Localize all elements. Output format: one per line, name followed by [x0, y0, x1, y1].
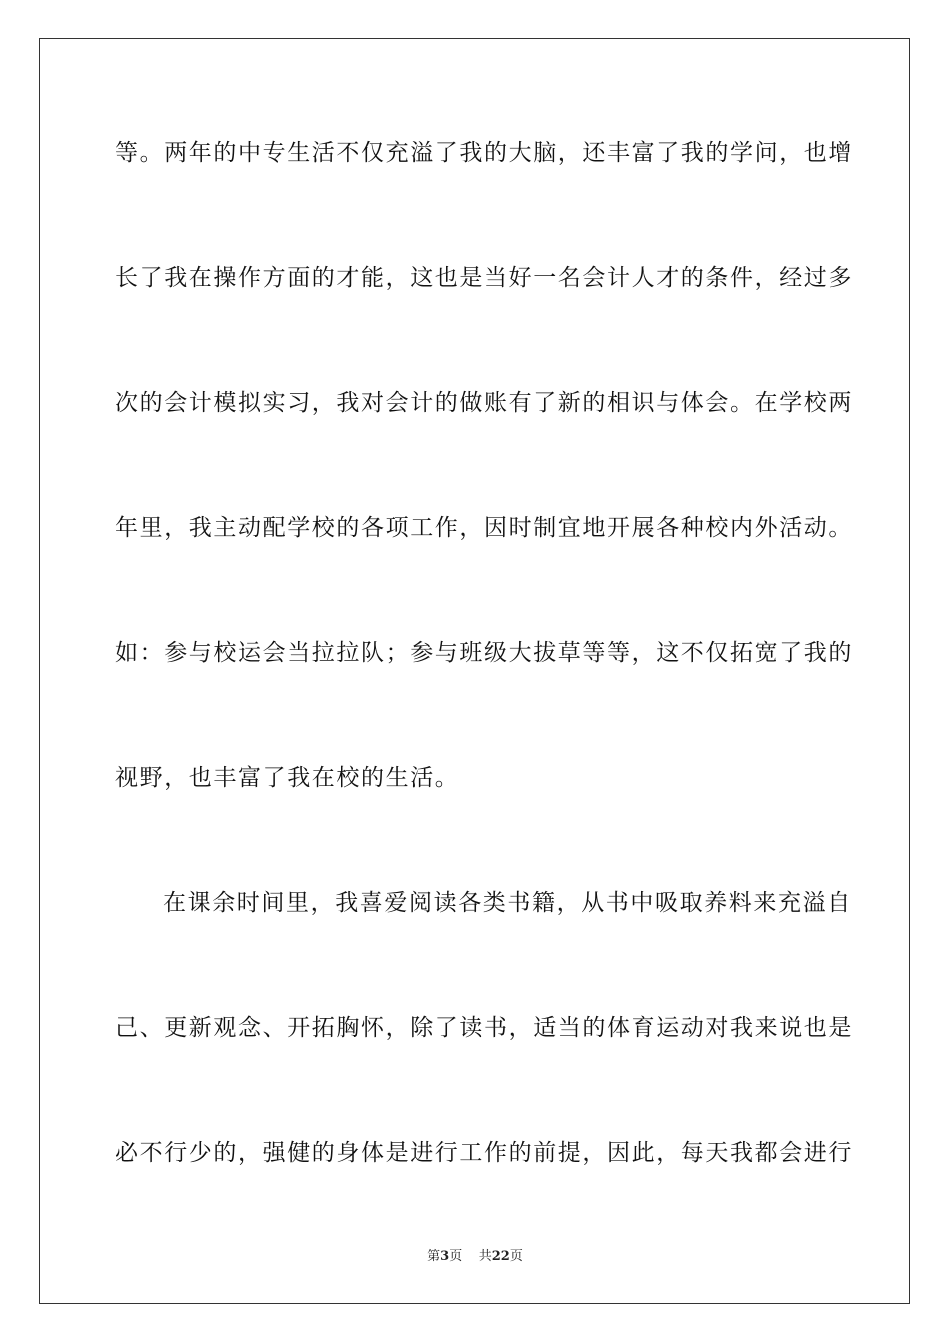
footer-page-number: 3 [440, 1249, 450, 1264]
text-line-4: 年里，我主动配学校的各项工作，因时制宜地开展各种校内外活动。 [115, 515, 853, 541]
text-line-6: 视野，也丰富了我在校的生活。 [115, 765, 460, 791]
footer-total-prefix: 共 [478, 1249, 492, 1264]
text-line-9: 必不行少的，强健的身体是进行工作的前提，因此，每天我都会进行 [115, 1140, 853, 1166]
text-line-8: 己、更新观念、开拓胸怀，除了读书，适当的体育运动对我来说也是 [115, 1015, 853, 1041]
footer-total-suffix: 页 [509, 1249, 523, 1264]
text-line-7: 在课余时间里，我喜爱阅读各类书籍，从书中吸取养料来充溢自 [163, 890, 852, 916]
page-footer [0, 1248, 950, 1266]
footer-page-suffix: 页 [449, 1249, 463, 1264]
text-line-1: 等。两年的中专生活不仅充溢了我的大脑，还丰富了我的学问，也增 [115, 140, 853, 166]
page-border [39, 38, 910, 1304]
text-line-2: 长了我在操作方面的才能，这也是当好一名会计人才的条件，经过多 [115, 265, 853, 291]
footer-page-prefix: 第 [427, 1249, 441, 1264]
text-line-5: 如：参与校运会当拉拉队；参与班级大拔草等等，这不仅拓宽了我的 [115, 640, 853, 666]
footer-total-pages: 22 [491, 1249, 510, 1264]
text-line-3: 次的会计模拟实习，我对会计的做账有了新的相识与体会。在学校两 [115, 390, 853, 416]
